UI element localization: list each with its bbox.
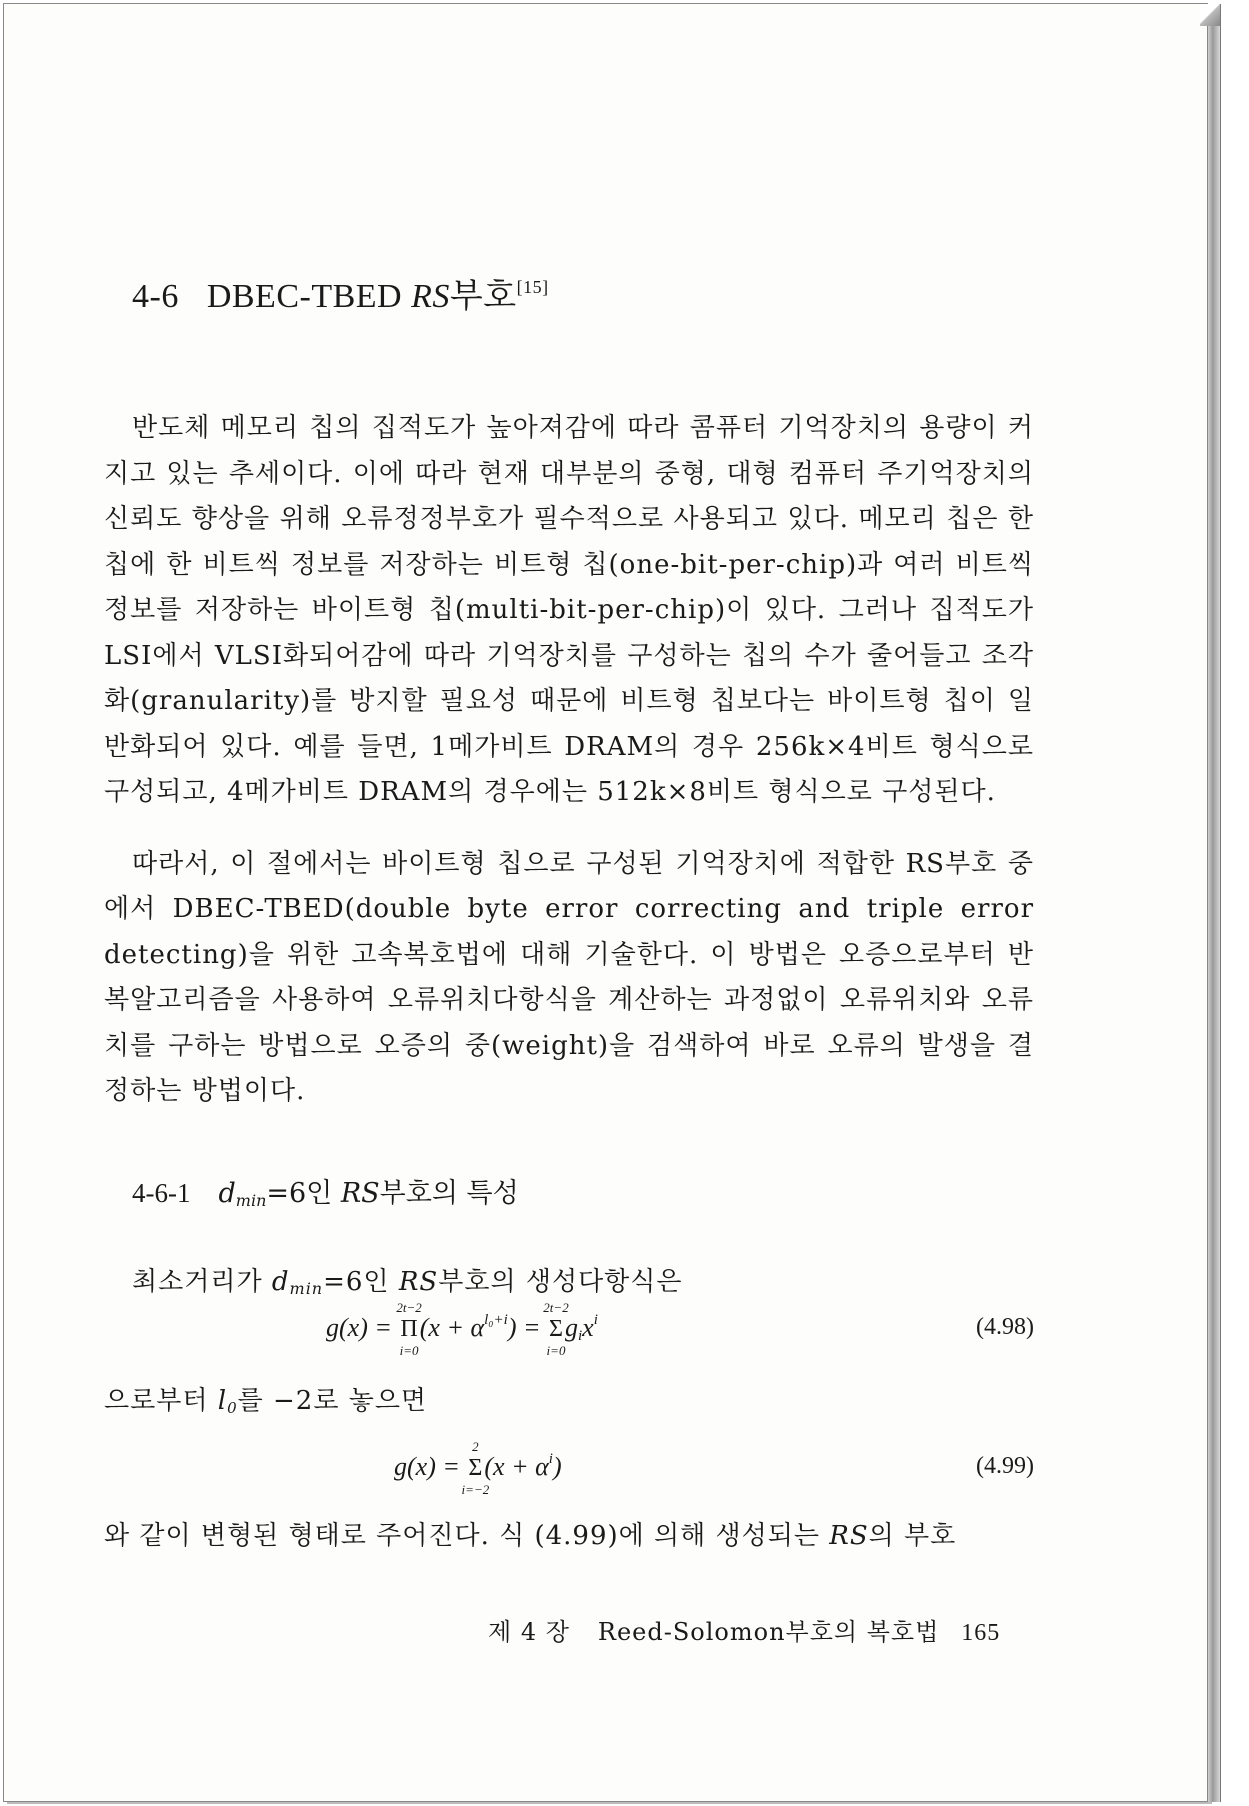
last-line-rs: RS bbox=[829, 1520, 869, 1551]
prod-glyph: Π bbox=[400, 1315, 418, 1342]
eq99-term-sup: i bbox=[548, 1450, 553, 1467]
subsection-rs: RS bbox=[340, 1177, 380, 1209]
equation-4-99-expression bbox=[394, 1438, 562, 1497]
intro-suffix: 부호의 생성다항식은 bbox=[438, 1266, 683, 1297]
sum-symbol-99 bbox=[461, 1438, 490, 1497]
eq98-term-close: ) = bbox=[507, 1312, 548, 1342]
page-content bbox=[104, 268, 1034, 1552]
equation-4-99 bbox=[104, 1437, 1034, 1499]
section-title bbox=[132, 268, 1034, 328]
eq98-rhs-sub: i bbox=[577, 1327, 583, 1344]
subsection-d-sub: min bbox=[235, 1190, 267, 1210]
intro-prefix: 최소거리가 bbox=[132, 1266, 272, 1297]
page-number: 165 bbox=[961, 1620, 1001, 1646]
intro-mid: =6인 bbox=[323, 1266, 399, 1297]
l0-symbol: l bbox=[217, 1385, 228, 1416]
last-line bbox=[104, 1515, 1034, 1552]
footer-title: Reed-Solomon부호의 복호법 bbox=[597, 1618, 940, 1646]
intro-d: d bbox=[271, 1266, 290, 1297]
eq99-term-close: ) bbox=[552, 1451, 562, 1481]
section-title-rs: RS bbox=[411, 278, 450, 315]
intro-rs: RS bbox=[398, 1266, 439, 1297]
eq99-lhs: g(x) = bbox=[394, 1451, 467, 1481]
eq99-term: (x + α bbox=[484, 1451, 549, 1481]
section-title-suffix: 부호 bbox=[449, 278, 517, 315]
footer-chapter: 제 4 장 bbox=[488, 1618, 570, 1646]
section-reference: [15] bbox=[516, 277, 549, 297]
eq98-rhs-x: x bbox=[582, 1312, 594, 1342]
page-corner bbox=[1200, 4, 1220, 26]
subsection-suffix: 부호의 특성 bbox=[379, 1177, 519, 1209]
subsection-d: d bbox=[218, 1177, 236, 1209]
prod-lower: i=0 bbox=[399, 1342, 419, 1358]
equation-4-98 bbox=[104, 1298, 1034, 1360]
l0-prefix: 으로부터 bbox=[104, 1385, 218, 1416]
sum99-upper: 2 bbox=[472, 1438, 479, 1454]
section-title-prefix: DBEC-TBED bbox=[206, 278, 412, 315]
sum-glyph: Σ bbox=[549, 1315, 563, 1342]
l0-sub: 0 bbox=[227, 1398, 238, 1417]
prod-upper: 2t−2 bbox=[396, 1299, 422, 1315]
sum-symbol bbox=[543, 1299, 569, 1358]
sum-upper: 2t−2 bbox=[543, 1299, 569, 1315]
equation-4-98-expression bbox=[326, 1299, 598, 1358]
eq98-term-sup: l₀+i bbox=[484, 1311, 508, 1328]
intro-line bbox=[132, 1261, 1034, 1298]
l0-line bbox=[104, 1380, 1034, 1417]
eq98-lhs: g(x) = bbox=[326, 1312, 399, 1342]
page-edge bbox=[1208, 4, 1221, 1802]
page-footer bbox=[488, 1612, 1000, 1647]
last-line-prefix: 와 같이 변형된 형태로 주어진다. 식 (4.99)에 의해 생성되는 bbox=[104, 1520, 830, 1551]
paragraph-2: 따라서, 이 절에서는 바이트형 칩으로 구성된 기억장치에 적합한 RS부호 중에서 DBEC-TBED(double byte error correcting and triple error detecting)을 위한 고속복호법에 대해 기술한다. 이 방법은 오증으로부터 반복알고리즘을 사용하여 오류위치다항식을 계산하는 과정없이 오류위치와 오류치를 구하는 방법으로 오증의 중(weight)을 검색하여 바로 오류의 발생을 결정하는 방법이다. bbox=[104, 848, 1034, 1106]
product-symbol bbox=[396, 1299, 422, 1358]
subsection-title bbox=[132, 1171, 1034, 1215]
last-line-suffix: 의 부호 bbox=[868, 1520, 957, 1551]
eq98-term: (x + α bbox=[419, 1312, 485, 1342]
equation-number-4-99: (4.99) bbox=[976, 1452, 1034, 1479]
l0-suffix: 를 −2로 놓으면 bbox=[237, 1385, 428, 1416]
equation-number-4-98: (4.98) bbox=[976, 1313, 1034, 1340]
section-number: 4-6 bbox=[132, 278, 179, 315]
sum99-glyph: Σ bbox=[468, 1454, 483, 1481]
eq98-rhs: g bbox=[564, 1312, 578, 1342]
intro-d-sub: min bbox=[289, 1278, 324, 1298]
sum99-lower: i=−2 bbox=[461, 1481, 490, 1497]
sum-lower: i=0 bbox=[546, 1342, 566, 1358]
subsection-eq-part: =6인 bbox=[266, 1177, 341, 1209]
subsection-number: 4-6-1 bbox=[132, 1177, 191, 1208]
paragraph-1: 반도체 메모리 칩의 집적도가 높아져감에 따라 콤퓨터 기억장치의 용량이 커지고 있는 추세이다. 이에 따라 현재 대부분의 중형, 대형 컴퓨터 주기억장치의 신뢰도 향상을 위해 오류정정부호가 필수적으로 사용되고 있다. 메모리 칩은 한 칩에 한 비트씩 정보를 저장하는 비트형 칩(one-bit-per-chip)과 여러 비트씩 정보를 저장하는 바이트형 칩(multi-bit-per-chip)이 있다. 그러나 집적도가 LSI에서 VLSI화되어감에 따라 기억장치를 구성하는 칩의 수가 줄어들고 조각화(granularity)를 방지할 필요성 때문에 비트형 칩보다는 바이트형 칩이 일반화되어 있다. 예를 들면, 1메가비트 DRAM의 경우 256k×4비트 형식으로 구성되고, 4메가비트 DRAM의 경우에는 512k×8비트 형식으로 구성된다. bbox=[104, 413, 1034, 807]
eq98-rhs-sup: i bbox=[593, 1311, 598, 1328]
